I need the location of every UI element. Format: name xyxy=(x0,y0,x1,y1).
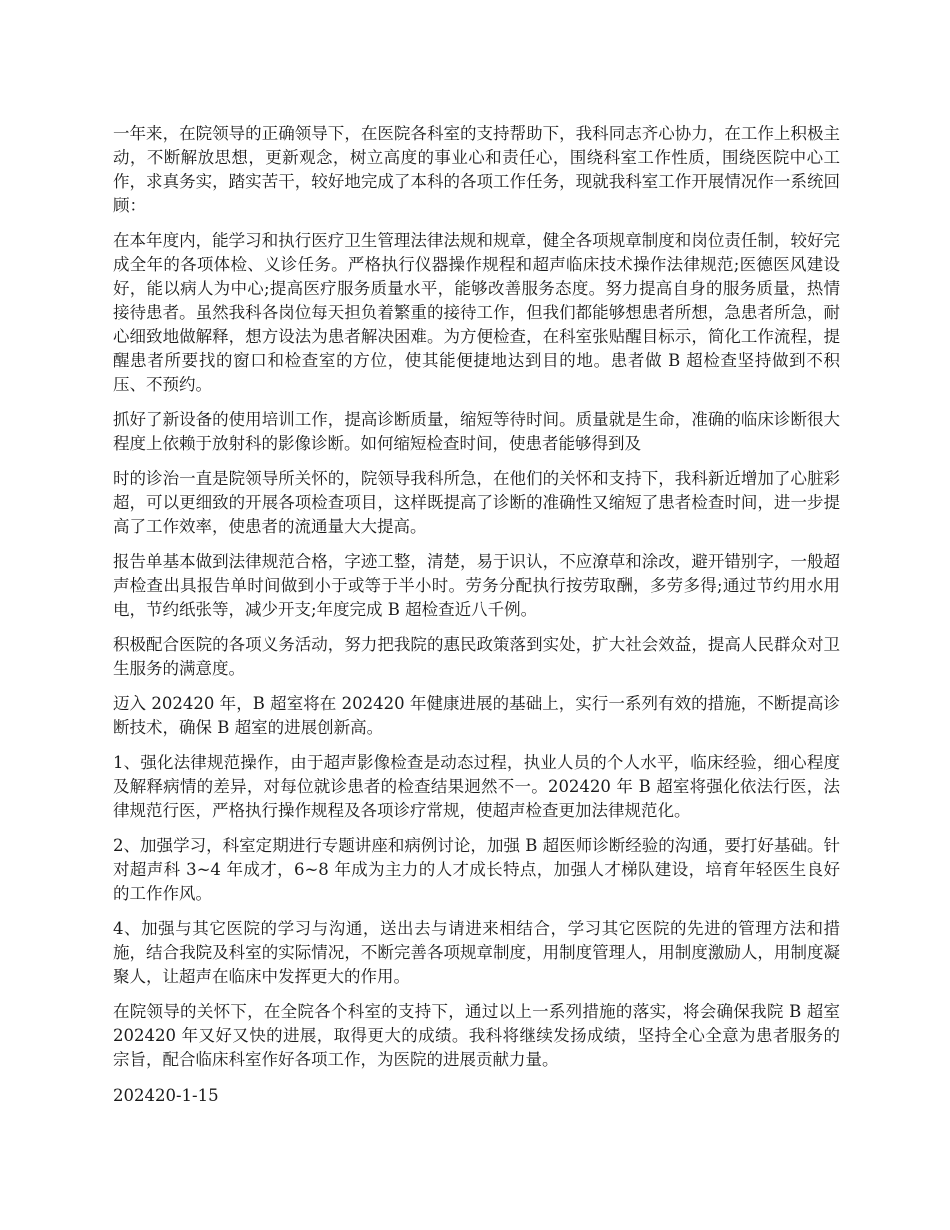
paragraph-measure-2: 2、加强学习，科室定期进行专题讲座和病例讨论，加强 B 超医师诊断经验的沟通，要打好基础。针对超声科 3~4 年成才，6~8 年成为主力的人才成长特点，加强人才梯队建设，培育年轻医生良好的工作作风。 xyxy=(113,836,840,903)
paragraph-next-year: 迈入 202420 年，B 超室将在 202420 年健康进展的基础上，实行一系列有效的措施，不断提高诊断技术，确保 B 超室的进展创新高。 xyxy=(113,694,840,737)
paragraph-intro: 一年来，在院领导的正确领导下，在医院各科室的支持帮助下，我科同志齐心协力，在工作上积极主动，不断解放思想，更新观念，树立高度的事业心和责任心，围绕科室工作性质，围绕医院中心工作，求真务实，踏实苦干，较好地完成了本科的各项工作任务，现就我科室工作开展情况作一系统回顾： xyxy=(113,124,840,215)
paragraph-equipment: 抓好了新设备的使用培训工作，提高诊断质量，缩短等待时间。质量就是生命，准确的临床诊断很大程度上依赖于放射科的影像诊断。如何缩短检查时间，使患者能够得到及 xyxy=(113,410,840,453)
paragraph-measure-1: 1、强化法律规范操作，由于超声影像检查是动态过程，执业人员的个人水平，临床经验，细心程度及解释病情的差异，对每位就诊患者的检查结果迥然不一。202420 年 B 超室将强化依法行医，法律规范行医，严格执行操作规程及各项诊疗常规，使超声检查更加法律规范化。 xyxy=(113,753,840,820)
paragraph-equipment-continued: 时的诊治一直是院领导所关怀的，院领导我科所急，在他们的关怀和支持下，我科新近增加了心脏彩超，可以更细致的开展各项检查项目，这样既提高了诊断的准确性又缩短了患者检查时间，进一步提高了工作效率，使患者的流通量大大提高。 xyxy=(113,469,840,536)
document-date: 202420-1-15 xyxy=(113,1086,219,1105)
paragraph-public-service: 积极配合医院的各项义务活动，努力把我院的惠民政策落到实处，扩大社会效益，提高人民群众对卫生服务的满意度。 xyxy=(113,635,840,678)
paragraph-regulations: 在本年度内，能学习和执行医疗卫生管理法律法规和规章，健全各项规章制度和岗位责任制，较好完成全年的各项体检、义诊任务。严格执行仪器操作规程和超声临床技术操作法律规范;医德医风建设好，能以病人为中心;提高医疗服务质量水平，能够改善服务态度。努力提高自身的服务质量，热情接待患者。虽然我科各岗位每天担负着繁重的接待工作，但我们都能够想患者所想，急患者所急，耐心细致地做解释，想方设法为患者解决困难。为方便检查，在科室张贴醒目标示，简化工作流程，提醒患者所要找的窗口和检查室的方位，使其能便捷地达到目的地。患者做 B 超检查坚持做到不积压、不预约。 xyxy=(113,231,840,394)
document-body xyxy=(113,122,840,1119)
paragraph-measure-4: 4、加强与其它医院的学习与沟通，送出去与请进来相结合，学习其它医院的先进的管理方法和措施，结合我院及科室的实际情况，不断完善各项规章制度，用制度管理人，用制度激励人，用制度凝聚人，让超声在临床中发挥更大的作用。 xyxy=(113,919,840,986)
paragraph-reports: 报告单基本做到法律规范合格，字迹工整，清楚，易于识认，不应潦草和涂改，避开错别字，一般超声检查出具报告单时间做到小于或等于半小时。劳务分配执行按劳取酬，多劳多得;通过节约用水用电，节约纸张等，减少开支;年度完成 B 超检查近八千例。 xyxy=(113,552,840,619)
paragraph-conclusion: 在院领导的关怀下，在全院各个科室的支持下，通过以上一系列措施的落实，将会确保我院 B 超室 202420 年又好又快的进展，取得更大的成绩。我科将继续发扬成绩，坚持全心全意为患者服务的宗旨，配合临床科室作好各项工作，为医院的进展贡献力量。 xyxy=(113,1002,840,1069)
